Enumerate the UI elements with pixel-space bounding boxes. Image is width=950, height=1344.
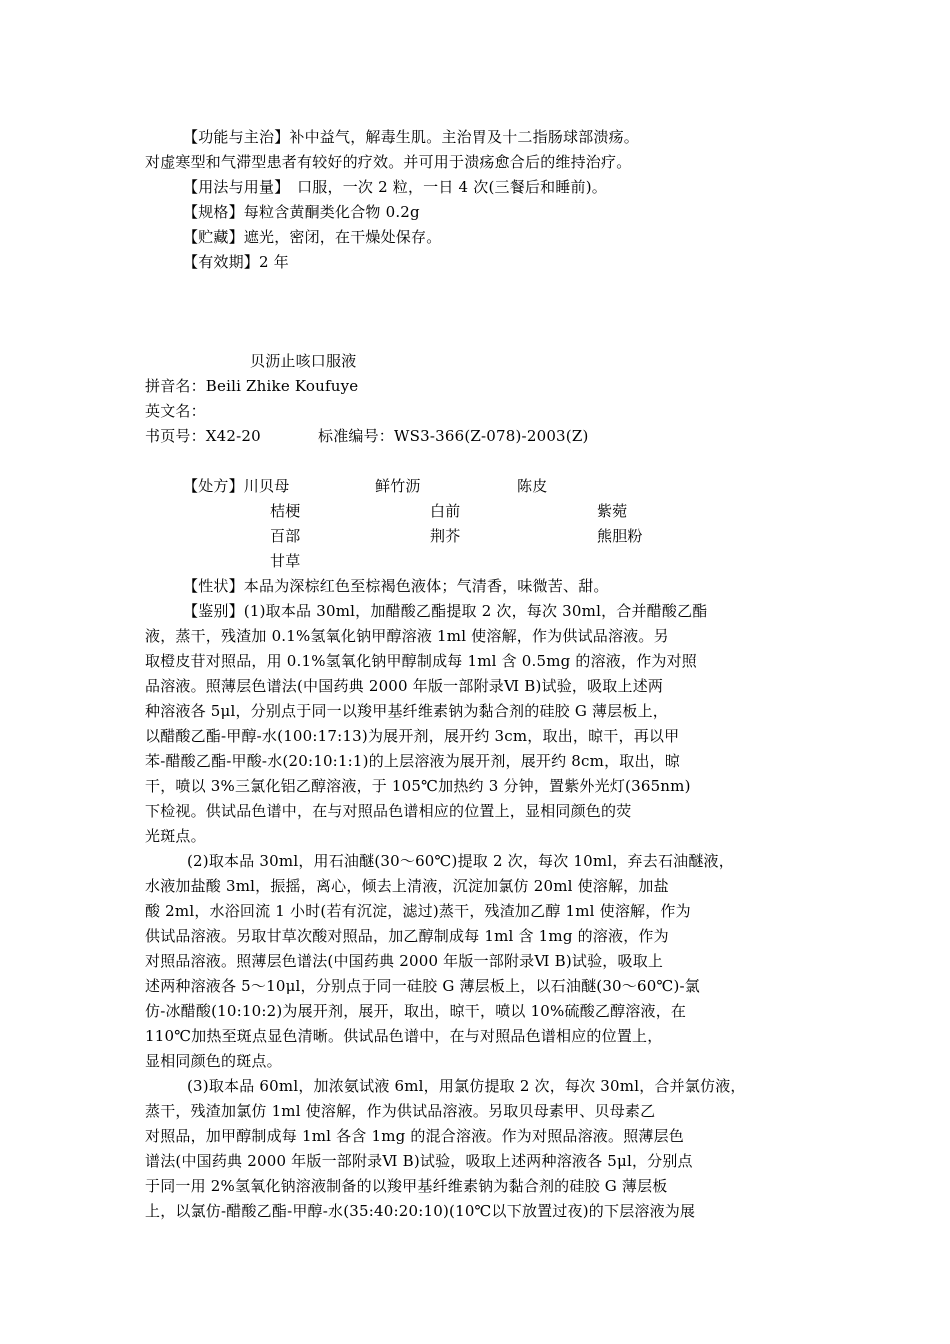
prescription-herb: 熊胆粉 (597, 527, 643, 545)
prescription-herb: 【处方】川贝母 (183, 477, 290, 495)
identification-line: 110℃加热至斑点显色清晰。供试品色谱中，在与对照品色谱相应的位置上， (145, 1027, 663, 1045)
character-line: 【性状】本品为深棕红色至棕褐色液体；气清香，味微苦、甜。 (183, 577, 609, 595)
identification-line: 显相同颜色的斑点。 (145, 1052, 282, 1070)
identification-line: 水液加盐酸 3ml，振摇，离心，倾去上清液，沉淀加氯仿 20ml 使溶解，加盐 (145, 877, 669, 895)
identification-line: 下检视。供试品色谱中，在与对照品色谱相应的位置上，显相同颜色的荧 (145, 802, 632, 820)
prescription-herb: 鲜竹沥 (375, 477, 421, 495)
identification-line: 苯-醋酸乙酯-甲酸-水(20:10:1:1)的上层溶液为展开剂，展开约 8cm，取出，晾 (145, 752, 681, 770)
function-line-cont: 对虚寒型和气滞型患者有较好的疗效。并可用于溃疡愈合后的维持治疗。 (145, 153, 632, 171)
english-name-line: 英文名： (145, 402, 206, 420)
standard-number: 标准编号：WS3-366(Z-078)-2003(Z) (318, 427, 589, 445)
prescription-herb: 甘草 (270, 552, 301, 570)
pinyin-line: 拼音名：Beili Zhike Koufuye (145, 377, 359, 395)
prescription-herb: 桔梗 (270, 502, 301, 520)
identification-line: 对照品溶液。照薄层色谱法(中国药典 2000 年版一部附录Ⅵ B)试验，吸取上 (145, 952, 664, 970)
identification-line: 干，喷以 3%三氯化铝乙醇溶液，于 105℃加热约 3 分钟，置紫外光灯(365nm) (145, 777, 691, 795)
spec-line: 【规格】每粒含黄酮类化合物 0.2g (183, 203, 420, 221)
identification-line: 【鉴别】(1)取本品 30ml，加醋酸乙酯提取 2 次，每次 30ml，合并醋酸乙酯 (183, 602, 708, 620)
identification-line: 光斑点。 (145, 827, 206, 845)
identification-line: 蒸干，残渣加氯仿 1ml 使溶解，作为供试品溶液。另取贝母素甲、贝母素乙 (145, 1102, 656, 1120)
identification-line: 取橙皮苷对照品，用 0.1%氢氧化钠甲醇制成每 1ml 含 0.5mg 的溶液，作为对照 (145, 652, 697, 670)
page-number-line: 书页号：X42-20 (145, 427, 261, 445)
identification-line: 供试品溶液。另取甘草次酸对照品，加乙醇制成每 1ml 含 1mg 的溶液，作为 (145, 927, 669, 945)
prescription-herb: 白前 (430, 502, 461, 520)
identification-line: 述两种溶液各 5～10μl，分别点于同一硅胶 G 薄层板上，以石油醚(30～60℃)-氯 (145, 977, 700, 995)
identification-line: 谱法(中国药典 2000 年版一部附录Ⅵ B)试验，吸取上述两种溶液各 5μl，分别点 (145, 1152, 693, 1170)
identification-line: 仿-冰醋酸(10:10:2)为展开剂，展开，取出，晾干，喷以 10%硫酸乙醇溶液，在 (145, 1002, 687, 1020)
prescription-herb: 紫菀 (597, 502, 628, 520)
identification-line: 品溶液。照薄层色谱法(中国药典 2000 年版一部附录Ⅵ B)试验，吸取上述两 (145, 677, 664, 695)
storage-line: 【贮藏】遮光，密闭，在干燥处保存。 (183, 228, 442, 246)
product-title: 贝沥止咳口服液 (250, 352, 357, 370)
prescription-herb: 陈皮 (517, 477, 548, 495)
prescription-herb: 荆芥 (430, 527, 461, 545)
prescription-herb: 百部 (270, 527, 301, 545)
dosage-line: 【用法与用量】 口服，一次 2 粒，一日 4 次(三餐后和睡前)。 (183, 178, 607, 196)
identification-line: 以醋酸乙酯-甲醇-水(100:17:13)为展开剂，展开约 3cm，取出，晾干，再以甲 (145, 727, 680, 745)
validity-line: 【有效期】2 年 (183, 253, 289, 271)
identification-line: 液，蒸干，残渣加 0.1%氢氧化钠甲醇溶液 1ml 使溶解，作为供试品溶液。另 (145, 627, 669, 645)
identification-line: 对照品，加甲醇制成每 1ml 各含 1mg 的混合溶液。作为对照品溶液。照薄层色 (145, 1127, 685, 1145)
function-line: 【功能与主治】补中益气，解毒生肌。主治胃及十二指肠球部溃疡。 (183, 128, 640, 146)
identification-line: 上，以氯仿-醋酸乙酯-甲醇-水(35:40:20:10)(10℃以下放置过夜)的下层溶液为展 (145, 1202, 696, 1220)
identification-line: 于同一用 2%氢氧化钠溶液制备的以羧甲基纤维素钠为黏合剂的硅胶 G 薄层板 (145, 1177, 668, 1195)
identification-line: (3)取本品 60ml，加浓氨试液 6ml，用氯仿提取 2 次，每次 30ml，合并氯仿液， (187, 1077, 746, 1095)
identification-line: (2)取本品 30ml，用石油醚(30～60℃)提取 2 次，每次 10ml，弃去石油醚液， (187, 852, 734, 870)
identification-line: 酸 2ml，水浴回流 1 小时(若有沉淀，滤过)蒸干，残渣加乙醇 1ml 使溶解，作为 (145, 902, 691, 920)
identification-line: 种溶液各 5μl，分别点于同一以羧甲基纤维素钠为黏合剂的硅胶 G 薄层板上， (145, 702, 668, 720)
